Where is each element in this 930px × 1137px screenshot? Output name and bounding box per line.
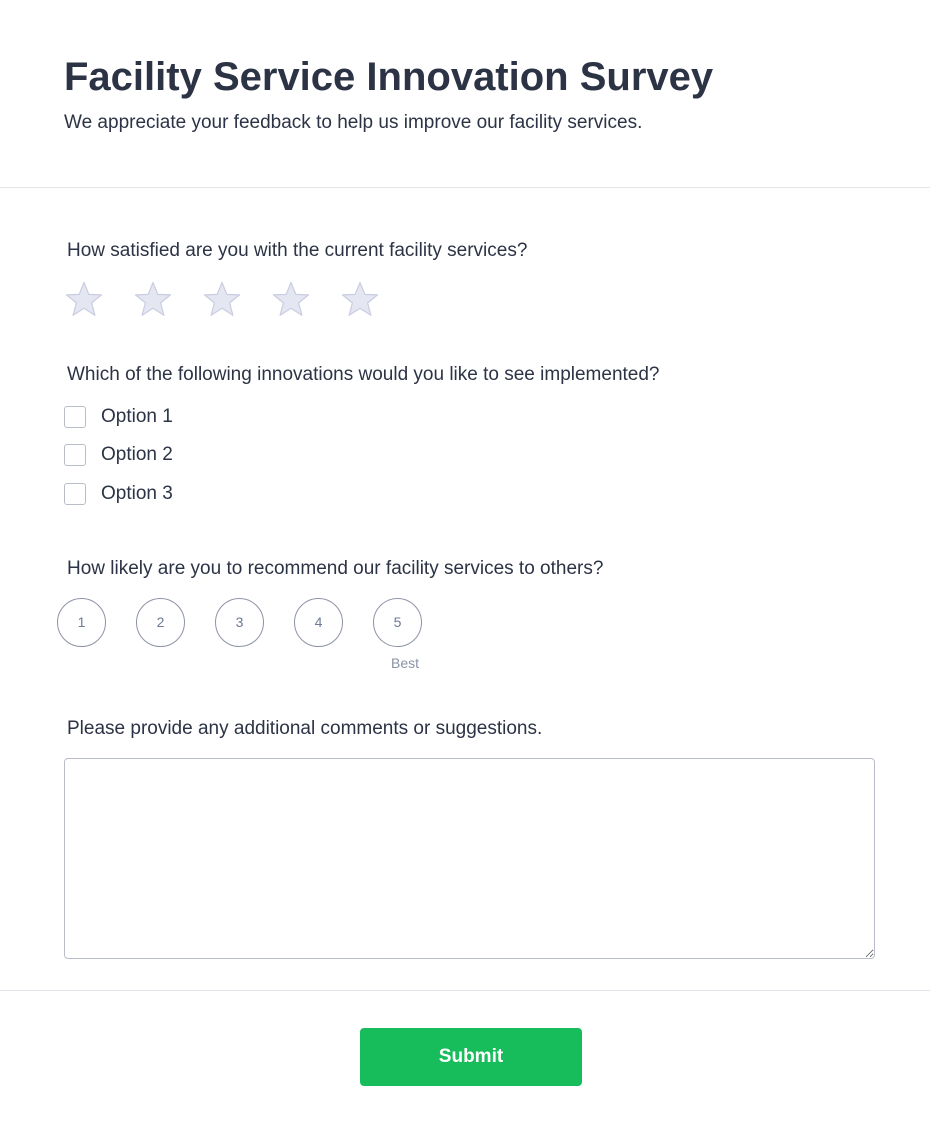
checkbox-label: Option 1	[101, 406, 173, 427]
checkbox-label: Option 3	[101, 483, 173, 504]
scale-option-1[interactable]: 1	[57, 598, 106, 647]
scale-option-3[interactable]: 3	[215, 598, 264, 647]
submit-button[interactable]: Submit	[360, 1028, 582, 1086]
scale-option-2[interactable]: 2	[136, 598, 185, 647]
comments-textarea[interactable]	[64, 758, 875, 959]
checkbox[interactable]	[64, 483, 86, 505]
footer-divider	[0, 990, 930, 991]
comments-question-label: Please provide any additional comments or suggestions.	[67, 718, 543, 739]
scale-option-5[interactable]: 5	[373, 598, 422, 647]
innovations-question-label: Which of the following innovations would you like to see implemented?	[67, 364, 660, 385]
page-title: Facility Service Innovation Survey	[64, 55, 714, 99]
star-icon[interactable]	[202, 280, 242, 320]
form-header	[0, 0, 930, 188]
satisfaction-question-label: How satisfied are you with the current facility services?	[67, 240, 528, 261]
star-icon[interactable]	[271, 280, 311, 320]
recommend-question-label: How likely are you to recommend our facility services to others?	[67, 558, 604, 579]
page-subtitle: We appreciate your feedback to help us improve our facility services.	[64, 112, 643, 133]
checkbox[interactable]	[64, 406, 86, 428]
scale-option-4[interactable]: 4	[294, 598, 343, 647]
scale-max-caption: Best	[391, 655, 420, 671]
star-icon[interactable]	[64, 280, 104, 320]
checkbox-label: Option 2	[101, 444, 173, 465]
star-icon[interactable]	[133, 280, 173, 320]
star-icon[interactable]	[340, 280, 380, 320]
checkbox[interactable]	[64, 444, 86, 466]
